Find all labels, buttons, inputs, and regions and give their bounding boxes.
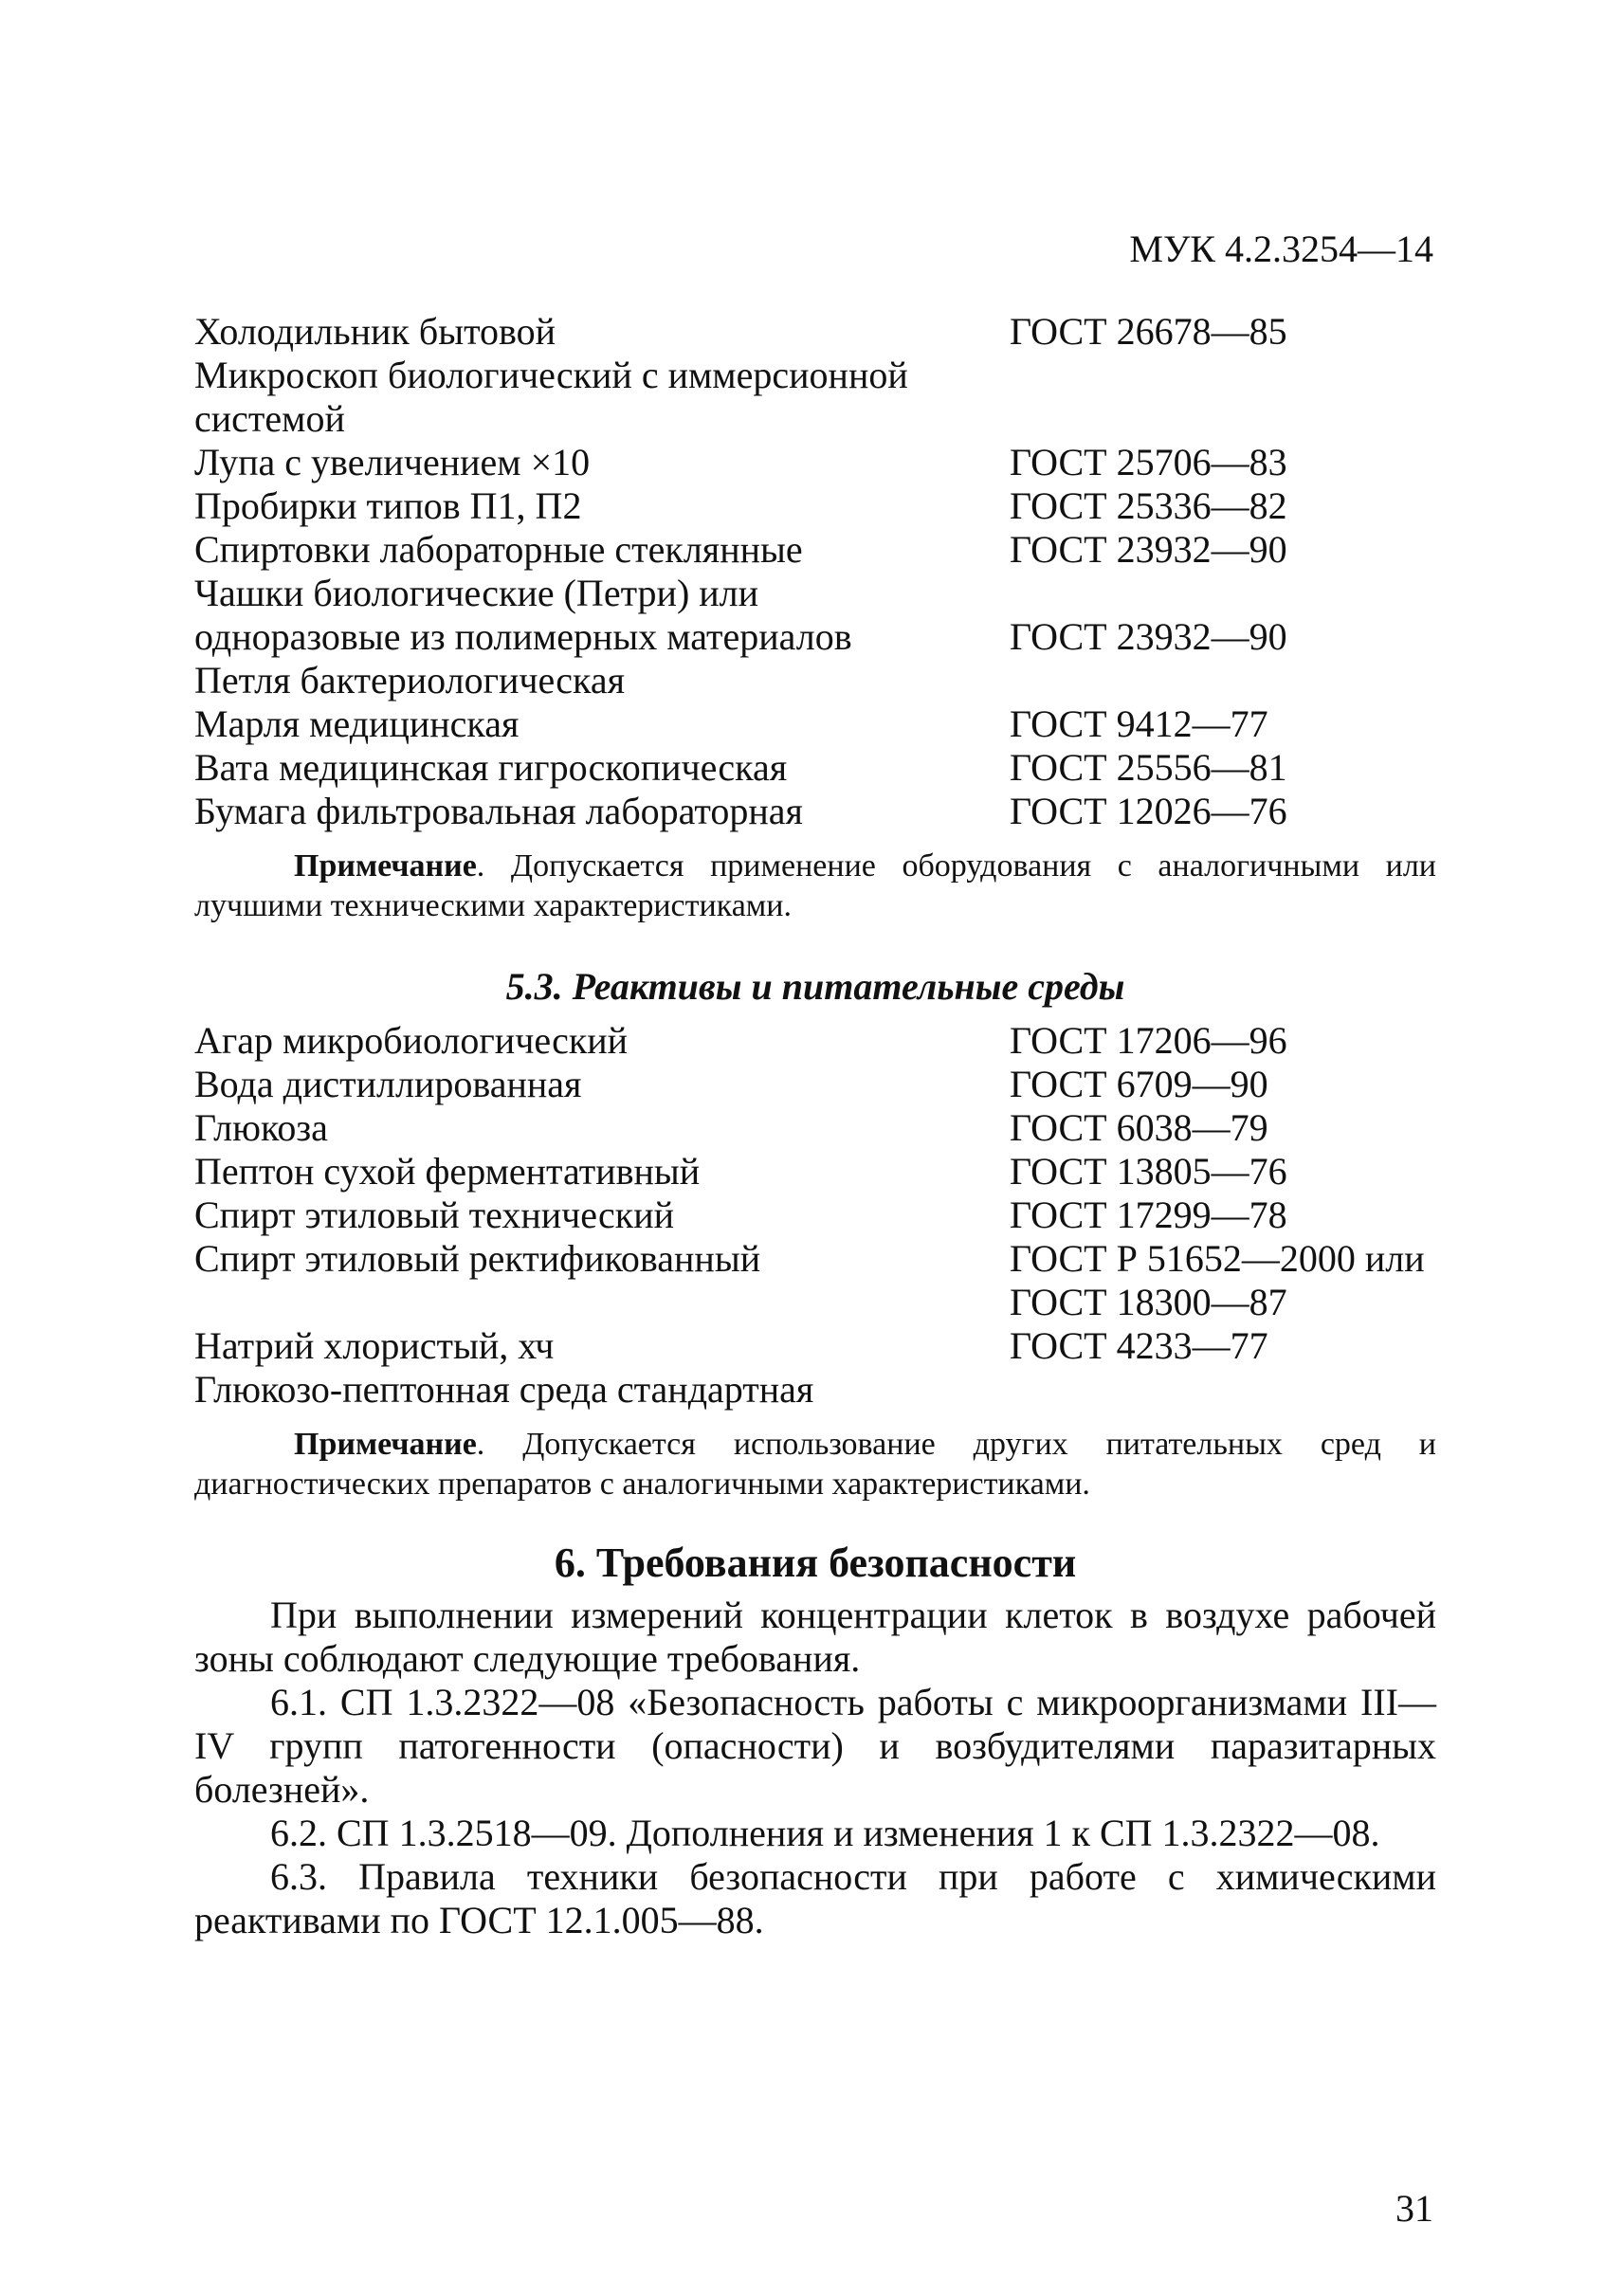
equipment-item xyxy=(194,441,1436,484)
reagent-name: Агар микробиологический xyxy=(194,1019,629,1062)
safety-paragraph: 6.1. СП 1.3.2322—08 «Безопасность работы с микроорганизмами III—IV групп патогенности (опасности) и возбудителями паразитарных болезней». xyxy=(194,1681,1436,1811)
equipment-item xyxy=(194,702,1436,746)
reagent-standard: ГОСТ 6038—79 xyxy=(1010,1106,1268,1149)
reagent-item xyxy=(194,1368,1436,1412)
equipment-list xyxy=(194,310,1436,833)
equipment-name: Бумага фильтровальная лабораторная xyxy=(194,790,803,832)
reagent-item xyxy=(194,1063,1436,1106)
reagents-list xyxy=(194,1019,1436,1412)
reagent-name: Спирт этиловый ректификованный xyxy=(194,1237,761,1280)
document-code: МУК 4.2.3254—14 xyxy=(1129,228,1433,270)
equipment-name: Марля медицинская xyxy=(194,702,520,745)
equipment-name: Лупа с увеличением ×10 xyxy=(194,441,591,483)
reagent-standard: ГОСТ 6709—90 xyxy=(1010,1063,1268,1105)
equipment-standard: ГОСТ 9412—77 xyxy=(1010,702,1268,745)
equipment-name: Спиртовки лабораторные стеклянные xyxy=(194,528,803,571)
equipment-standard: ГОСТ 23932—90 xyxy=(1010,615,1287,658)
section-heading-safety: 6. Требования безопасности xyxy=(554,1540,1077,1586)
reagent-name: Глюкоза xyxy=(194,1106,328,1149)
reagent-item xyxy=(194,1150,1436,1194)
reagent-item xyxy=(194,1106,1436,1150)
equipment-name: Вата медицинская гигроскопическая xyxy=(194,746,788,789)
equipment-item xyxy=(194,528,1436,572)
equipment-item xyxy=(194,484,1436,528)
reagent-standard: ГОСТ 13805—76 xyxy=(1010,1150,1287,1193)
equipment-standard: ГОСТ 25336—82 xyxy=(1010,484,1287,527)
safety-paragraph: При выполнении измерений концентрации клеток в воздухе рабочей зоны соблюдают следующие требования. xyxy=(194,1594,1436,1680)
page-number: 31 xyxy=(1395,2187,1433,2230)
equipment-item xyxy=(194,310,1436,354)
equipment-item xyxy=(194,354,1436,441)
reagent-name: Пептон сухой ферментативный xyxy=(194,1150,701,1193)
reagent-standard: ГОСТ Р 51652—2000 или ГОСТ 18300—87 xyxy=(1010,1237,1425,1323)
equipment-standard: ГОСТ 12026—76 xyxy=(1010,790,1287,832)
safety-paragraph: 6.2. СП 1.3.2518—09. Дополнения и изменения 1 к СП 1.3.2322—08. xyxy=(270,1812,1380,1854)
equipment-name: Пробирки типов П1, П2 xyxy=(194,484,582,527)
equipment-item xyxy=(194,790,1436,833)
page-content xyxy=(194,310,1436,1942)
reagent-name: Вода дистиллированная xyxy=(194,1063,582,1105)
equipment-name: Чашки биологические (Петри) или одноразовые из полимерных материалов xyxy=(194,572,852,658)
note-label: Примечание xyxy=(294,848,477,884)
reagent-item xyxy=(194,1324,1436,1368)
equipment-item xyxy=(194,659,1436,702)
note-text: . Допускается применение оборудования с аналогичными или лучшими техническими характеристиками. xyxy=(194,848,1436,923)
equipment-name: Микроскоп биологический с иммерсионной системой xyxy=(194,354,908,440)
reagent-item xyxy=(194,1237,1436,1324)
equipment-standard xyxy=(1010,354,1436,441)
equipment-item xyxy=(194,746,1436,790)
equipment-standard: ГОСТ 26678—85 xyxy=(1010,310,1287,353)
equipment-standard: ГОСТ 25706—83 xyxy=(1010,441,1287,483)
reagent-standard: ГОСТ 17206—96 xyxy=(1010,1019,1287,1062)
section-heading-reagents: 5.3. Реактивы и питательные среды xyxy=(505,965,1125,1008)
reagent-item xyxy=(194,1194,1436,1237)
note-text: . Допускается использование других питательных сред и диагностических препаратов с аналогичными характеристиками. xyxy=(194,1427,1436,1502)
reagent-standard: ГОСТ 17299—78 xyxy=(1010,1194,1287,1236)
reagent-name: Натрий хлористый, хч xyxy=(194,1324,555,1367)
note-label: Примечание xyxy=(294,1427,477,1462)
equipment-standard xyxy=(1010,659,1436,702)
equipment-item xyxy=(194,572,1436,659)
reagent-standard xyxy=(1010,1368,1436,1412)
reagents-note xyxy=(194,1425,1436,1504)
reagent-item xyxy=(194,1019,1436,1063)
equipment-standard: ГОСТ 23932—90 xyxy=(1010,528,1287,571)
reagent-name: Глюкозо-пептонная среда стандартная xyxy=(194,1368,814,1411)
equipment-standard: ГОСТ 25556—81 xyxy=(1010,746,1287,789)
safety-paragraph: 6.3. Правила техники безопасности при работе с химическими реактивами по ГОСТ 12.1.005—88. xyxy=(194,1855,1436,1941)
equipment-name: Петля бактериологическая xyxy=(194,659,625,702)
reagent-standard: ГОСТ 4233—77 xyxy=(1010,1324,1268,1367)
equipment-note xyxy=(194,847,1436,926)
equipment-name: Холодильник бытовой xyxy=(194,310,556,353)
reagent-name: Спирт этиловый технический xyxy=(194,1194,675,1236)
